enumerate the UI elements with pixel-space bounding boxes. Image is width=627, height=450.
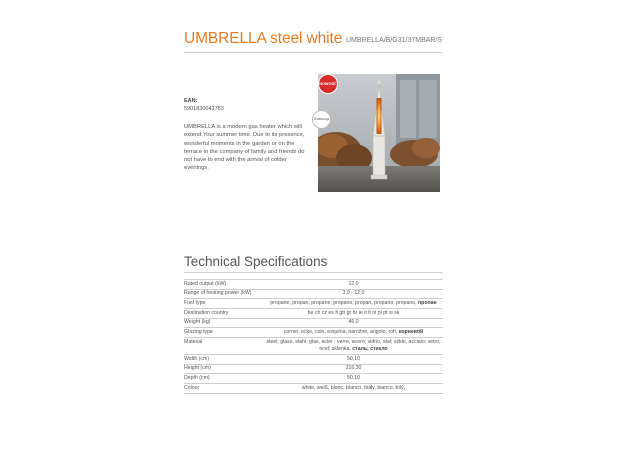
spec-value-text: 50,10: [347, 355, 360, 362]
spec-label: Rated output (kW): [184, 280, 264, 290]
spec-row: [184, 384, 443, 394]
spec-value: [264, 309, 443, 319]
spec-value: [264, 355, 443, 365]
spec-row: [184, 355, 443, 365]
spec-row: [184, 289, 443, 299]
spec-value-text: be ch cz es fi gb gr hr ie it lt nl pl pt si sk: [307, 309, 400, 316]
spec-value: [264, 328, 443, 338]
spec-value-cyrillic: корневой: [398, 329, 424, 336]
ean-label: EAN:: [184, 98, 198, 104]
spec-label: Width (cm): [184, 355, 264, 365]
spec-value-text: white, weiß, blanc, blanco, biały, bianco, bílý,: [301, 384, 406, 391]
spec-value: [264, 338, 443, 355]
spec-table: [184, 279, 443, 394]
spec-value: [264, 289, 443, 299]
spec-value-text: propane, propan, propane, propano, propan, propano, propano,: [270, 300, 417, 307]
spec-value-cyrillic: пропан: [418, 300, 437, 307]
spec-label: Material: [184, 338, 264, 355]
spec-value: [264, 364, 443, 374]
spec-value-text: corner, ecke, coin, esquina, narožne, angolo, roh,: [283, 329, 398, 336]
spec-value-cyrillic: сталь; стекло: [352, 346, 388, 353]
spec-row: [184, 328, 443, 338]
spec-label: Range of heating power (kW): [184, 289, 264, 299]
product-title: UMBRELLA steel white: [184, 30, 343, 47]
spec-label: Colour: [184, 384, 264, 394]
spec-row: [184, 364, 443, 374]
spec-label: Glazing type: [184, 328, 264, 338]
spec-value: [264, 280, 443, 290]
spec-label: Depth (cm): [184, 374, 264, 384]
spec-row: [184, 374, 443, 384]
spec-value-text: 216,30: [345, 365, 362, 372]
ean-value: 5901830043783: [184, 106, 224, 112]
spec-value-text: steel; glass, stahl; glas, acier ; verre, acero; vidrio, stal; szkło, acciaio; vetro, ocel; sklenka,: [266, 338, 441, 353]
tech-divider: [184, 272, 443, 273]
spec-label: Height (cm): [184, 364, 264, 374]
product-photo: [318, 74, 440, 192]
spec-row: [184, 338, 443, 355]
spec-row: [184, 318, 443, 328]
new-badge: NOWOŚĆ: [319, 75, 337, 93]
spec-value-text: 46,0: [348, 319, 359, 326]
spec-label: Destination country: [184, 309, 264, 319]
spec-value: [264, 299, 443, 309]
spec-value-text: 50,10: [347, 375, 360, 382]
spec-value: [264, 384, 443, 394]
warranty-badge: Gwarancja: [312, 110, 331, 129]
header-divider: [184, 52, 443, 53]
spec-row: [184, 299, 443, 309]
spec-label: Weight (kg): [184, 318, 264, 328]
tech-spec-title: Technical Specifications: [184, 254, 328, 269]
product-code: UMBRELLA/B/G31/37MBAR/S: [346, 37, 443, 44]
spec-value-text: 3,9 - 12,0: [342, 290, 365, 297]
spec-label: Fuel type: [184, 299, 264, 309]
spec-value: [264, 318, 443, 328]
spec-value: [264, 374, 443, 384]
spec-value-text: 12,0: [348, 280, 359, 287]
spec-row: [184, 280, 443, 290]
spec-row: [184, 309, 443, 319]
product-description: UMBRELLA is a modern gas heater which will extend Your summer time. Due to its presence, wonderful moments in the garden or on the terrace in the company of family and friends do not have to end with the arrival of colder evenings.: [184, 124, 305, 172]
